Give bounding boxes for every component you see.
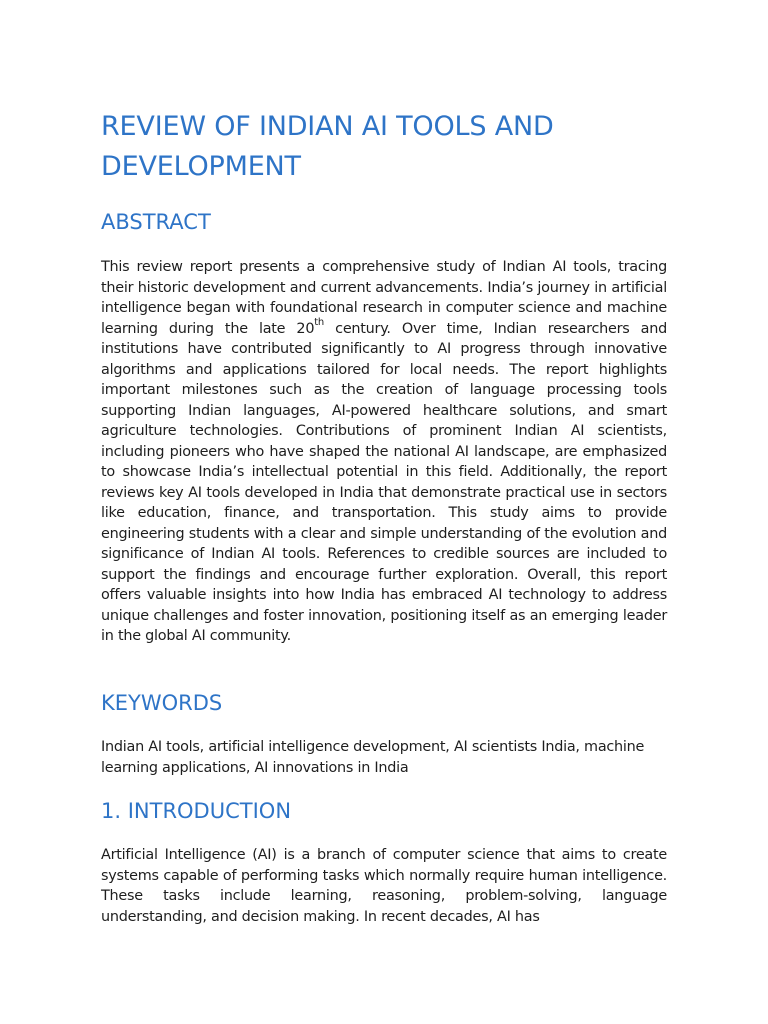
introduction-heading: 1. INTRODUCTION [101, 799, 292, 823]
introduction-paragraph: Artificial Intelligence (AI) is a branch of computer science that aims to create systems capable of performing tasks which normally require human intelligence. These tasks include learning, reasoning, problem-solving, language understanding, and decision making. In recent decades, AI has [101, 847, 667, 925]
abstract-text-part-1: This review report presents a comprehensive study of Indian AI tools, tracing their historic development and current advancements. India’s journey in artificial intelligence began with foundational research in computer science and machine learning during the late 20 [101, 259, 667, 337]
abstract-paragraph [101, 257, 667, 647]
keywords-heading: KEYWORDS [101, 691, 223, 715]
ordinal-superscript: th [314, 316, 324, 328]
abstract-heading: ABSTRACT [101, 210, 211, 234]
paper-title: REVIEW OF INDIAN AI TOOLS AND DEVELOPMENT [101, 111, 554, 182]
keywords-paragraph: Indian AI tools, artificial intelligence development, AI scientists India, machine learning applications, AI innovations in India [101, 739, 645, 776]
abstract-text-part-2: century. Over time, Indian researchers and institutions have contributed significantly to AI progress through innovative algorithms and applications tailored for local needs. The report highlights important milestones such as the creation of language processing tools supporting Indian languages, AI-powered healthcare solutions, and smart agriculture technologies. Contributions of prominent Indian AI scientists, including pioneers who have shaped the national AI landscape, are emphasized to showcase India’s intellectual potential in this field. Additionally, the report reviews key AI tools developed in India that demonstrate practical use in sectors like education, finance, and transportation. This study aims to provide engineering students with a clear and simple understanding of the evolution and significance of Indian AI tools. References to credible sources are included to support the findings and encourage further exploration. Overall, this report offers valuable insights into how India has embraced AI technology to address unique challenges and foster innovation, positioning itself as an emerging leader in the global AI community. [101, 320, 667, 644]
